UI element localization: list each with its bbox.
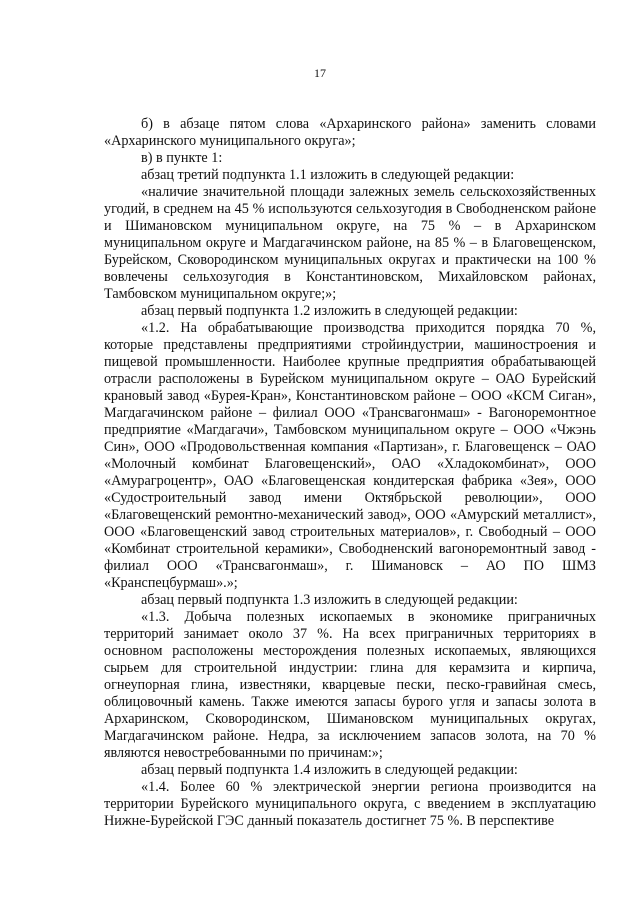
- paragraph-instruction-1-2: абзац первый подпункта 1.2 изложить в следующей редакции:: [141, 303, 518, 319]
- paragraph-quote-1-1: «наличие значительной площади залежных земель сельскохозяйственных угодий, в среднем на 45 % используются сельхозугодия в Свободненском районе и Шимановском муниципальном округе, на 75 % – в Архаринском муниципальном округе и Магдагачинском районе, на 85 % – в Благовещенском, Бурейском, Сковородинском муниципальных округах и практически на 100 % вовлечены сельхозугодия в Константиновском, Михайловском районах, Тамбовском муниципальном округе;»;: [104, 184, 596, 302]
- paragraph-amendment-v: в) в пункте 1:: [141, 150, 223, 166]
- paragraph-instruction-1-1: абзац третий подпункта 1.1 изложить в следующей редакции:: [141, 167, 515, 183]
- page-number: 17: [314, 66, 326, 80]
- paragraph-quote-1-2: «1.2. На обрабатывающие производства приходится порядка 70 %, которые представлены предприятиями стройиндустрии, машиностроения и пищевой промышленности. Наиболее крупные предприятия обрабатывающей отрасли расположены в Бурейском муниципальном округе – ОАО Бурейский крановый завод «Бурея-Кран», Константиновском районе – ООО «КСМ Сиган», Магдагачинском районе – филиал ООО «Трансвагонмаш» - Вагоноремонтное предприятие «Магдагачи», Тамбовском муниципальном округе – ООО «Чжэнь Син», ООО «Продовольственная компания «Партизан», г. Благовещенск – ОАО «Молочный комбинат Благовещенский», ОАО «Хладокомбинат», ООО «Амурагроцентр», ОАО «Благовещенская кондитерская фабрика «Зея», ООО «Судостроительный завод имени Октябрьской революции», ООО «Благовещенский ремонтно-механический завод», ООО «Амурский металлист», ООО «Благовещенский завод строительных материалов», г. Свободный – ООО «Комбинат строительной керамики», Свободненский вагоноремонтный завод - филиал ООО «Трансвагонмаш», г. Шимановск – АО ПО ШМЗ «Кранспецбурмаш».»;: [104, 320, 596, 591]
- paragraph-instruction-1-4: абзац первый подпункта 1.4 изложить в следующей редакции:: [141, 762, 518, 778]
- paragraph-amendment-b: б) в абзаце пятом слова «Архаринского района» заменить словами «Архаринского муниципального округа»;: [104, 116, 596, 149]
- document-body: [104, 116, 596, 830]
- paragraph-quote-1-4: «1.4. Более 60 % электрической энергии региона производится на территории Бурейского муниципального округа, с введением в эксплуатацию Нижне-Бурейской ГЭС данный показатель достигнет 75 %. В перспективе: [104, 779, 596, 829]
- paragraph-quote-1-3: «1.3. Добыча полезных ископаемых в экономике приграничных территорий занимает около 37 %. На всех приграничных территориях в основном расположены месторождения полезных ископаемых, являющихся сырьем для строительной индустрии: глина для керамзита и кирпича, огнеупорная глина, известняки, кварцевые пески, песко-гравийная смесь, облицовочный камень. Также имеются запасы бурого угля и запасы золота в Архаринском, Сковородинском, Шимановском муниципальных округах, Магдагачинском районе. Недра, за исключением запасов золота, на 70 % являются невостребованными по причинам:»;: [104, 609, 596, 761]
- paragraph-instruction-1-3: абзац первый подпункта 1.3 изложить в следующей редакции:: [141, 592, 518, 608]
